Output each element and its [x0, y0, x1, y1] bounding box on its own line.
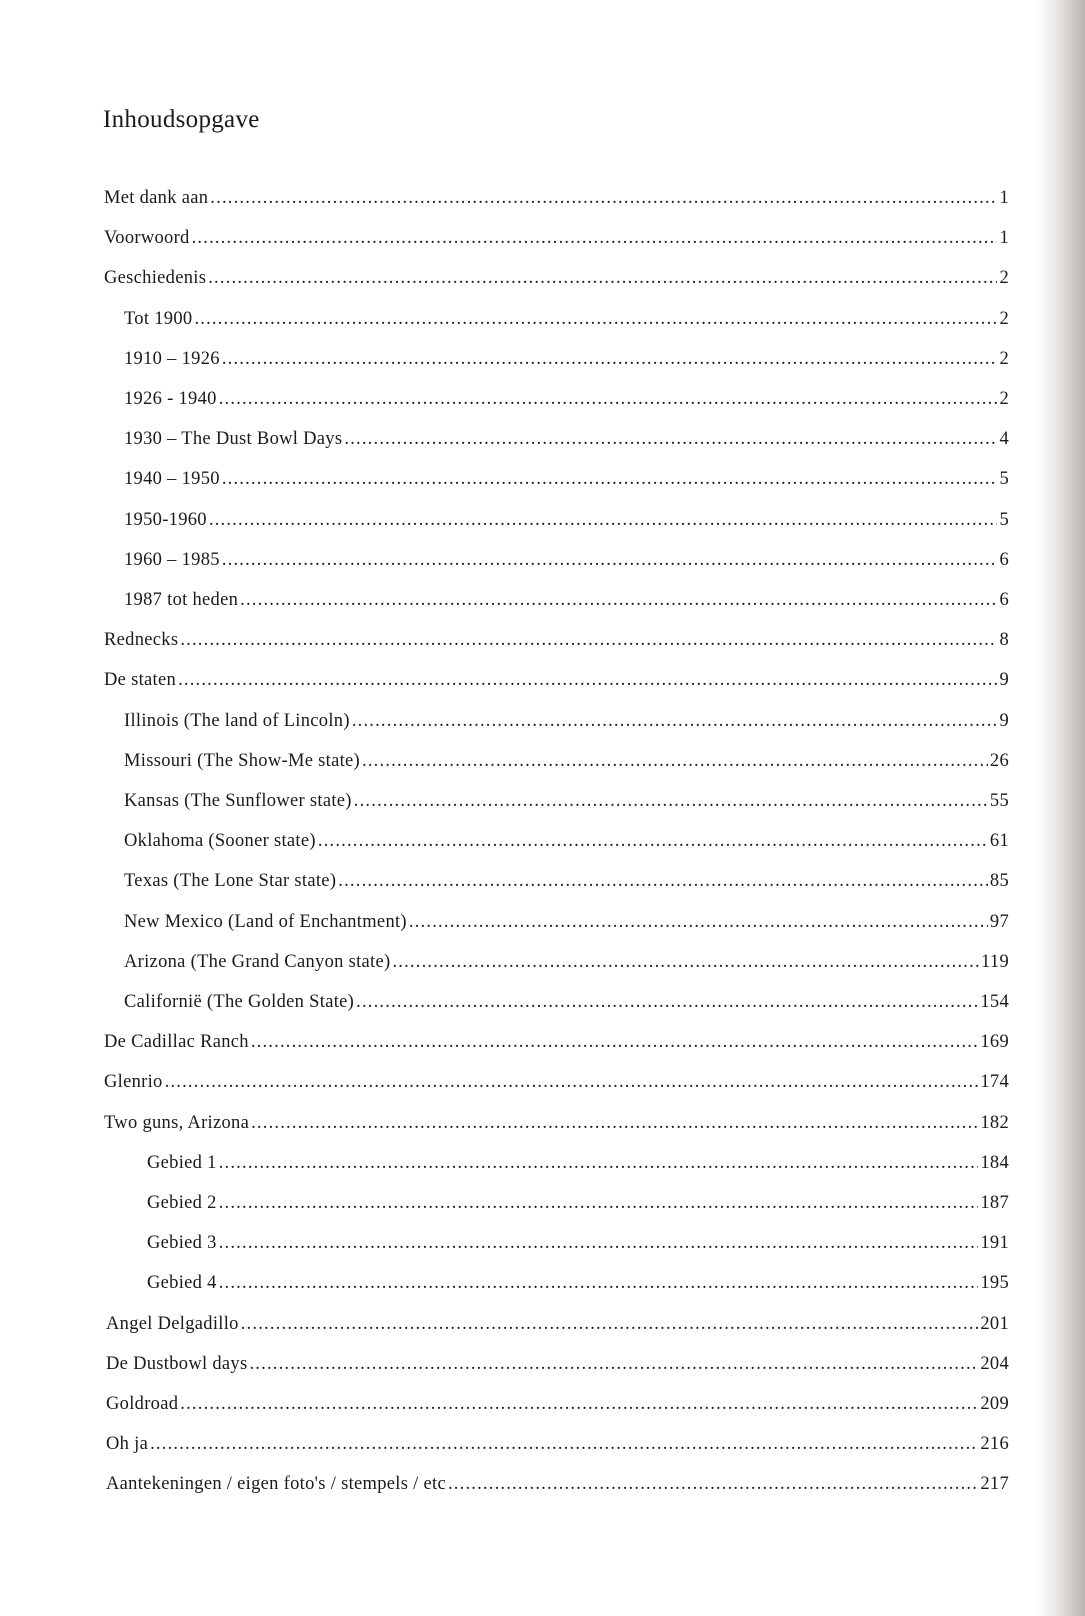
toc-entry[interactable]: [106, 1474, 1009, 1514]
toc-entry-label: Oklahoma (Sooner state): [124, 831, 316, 852]
toc-entry[interactable]: [124, 871, 1009, 911]
dot-leader: [208, 268, 997, 289]
toc-entry-label: Aantekeningen / eigen foto's / stempels / etc: [106, 1474, 446, 1495]
toc-entry-page: 6: [999, 590, 1009, 610]
toc-entry-page: 5: [999, 509, 1009, 530]
toc-entry[interactable]: [124, 590, 1009, 630]
toc-entry[interactable]: [124, 469, 1009, 509]
toc-entry[interactable]: [124, 550, 1009, 590]
toc-entry[interactable]: [106, 1314, 1009, 1354]
dot-leader: [362, 751, 988, 772]
dot-leader: [352, 711, 998, 732]
toc-entry-label: 1910 – 1926: [124, 348, 220, 369]
toc-entry-page: 195: [980, 1273, 1009, 1294]
dot-leader: [194, 309, 997, 330]
toc-entry-page: 9: [999, 670, 1009, 691]
toc-entry[interactable]: [104, 228, 1009, 268]
toc-entry-label: Gebied 2: [147, 1193, 217, 1213]
toc-entry-label: Voorwoord: [104, 228, 190, 249]
toc-entry[interactable]: [104, 1072, 1009, 1112]
page-title: Inhoudsopgave: [103, 106, 260, 133]
toc-entry-label: Goldroad: [106, 1394, 179, 1414]
toc-entry-page: 169: [980, 1032, 1009, 1053]
toc-entry-label: Oh ja: [106, 1434, 149, 1455]
toc-entry-label: Two guns, Arizona: [104, 1112, 250, 1133]
toc-entry-page: 85: [989, 871, 1009, 892]
toc-entry-page: 97: [989, 911, 1009, 932]
toc-entry-page: 184: [980, 1152, 1009, 1173]
toc-entry-label: Gebied 3: [147, 1233, 217, 1254]
dot-leader: [165, 1072, 979, 1093]
dot-leader: [192, 228, 998, 249]
toc-entry[interactable]: [104, 268, 1009, 308]
toc-entry-label: Met dank aan: [104, 188, 209, 208]
dot-leader: [241, 1314, 979, 1335]
toc-entry-page: 8: [999, 630, 1009, 651]
dot-leader: [448, 1474, 978, 1495]
toc-entry[interactable]: [124, 711, 1009, 751]
toc-entry-label: Kansas (The Sunflower state): [124, 791, 352, 811]
toc-entry[interactable]: [147, 1153, 1009, 1193]
toc-entry-page: 119: [981, 951, 1009, 972]
toc-entry[interactable]: [104, 670, 1009, 710]
toc-entry-label: 1987 tot heden: [124, 590, 239, 610]
toc-entry[interactable]: [104, 1113, 1009, 1153]
toc-entry-page: 61: [989, 831, 1009, 852]
toc-entry-label: Gebied 1: [147, 1152, 217, 1173]
toc-entry-label: Geschiedenis: [104, 268, 207, 289]
toc-entry-page: 1: [999, 188, 1009, 208]
toc-entry[interactable]: [124, 510, 1009, 550]
toc-entry-label: Angel Delgadillo: [106, 1313, 239, 1334]
toc-entry-label: De staten: [104, 670, 177, 691]
toc-entry[interactable]: [147, 1193, 1009, 1233]
page-edge-shadow: [1037, 0, 1085, 1616]
toc-entry-page: 204: [980, 1353, 1009, 1374]
dot-leader: [150, 1434, 978, 1455]
toc-entry-label: New Mexico (Land of Enchantment): [124, 911, 407, 932]
dot-leader: [249, 1354, 978, 1375]
dot-leader: [219, 1273, 979, 1294]
dot-leader: [344, 429, 997, 450]
toc-entry-label: 1930 – The Dust Bowl Days: [124, 429, 343, 450]
dot-leader: [409, 912, 988, 933]
toc-entry-page: 55: [989, 791, 1009, 811]
toc-entry[interactable]: [124, 952, 1009, 992]
dot-leader: [338, 871, 988, 892]
toc-entry-page: 4: [999, 429, 1009, 450]
toc-entry-label: 1926 - 1940: [124, 389, 217, 409]
toc-entry[interactable]: [124, 389, 1009, 429]
toc-entry-label: Rednecks: [104, 630, 179, 651]
toc-entry-page: 26: [989, 750, 1009, 771]
toc-entry-page: 209: [980, 1394, 1009, 1414]
dot-leader: [318, 831, 988, 852]
dot-leader: [210, 188, 997, 209]
toc-entry[interactable]: [104, 188, 1009, 228]
dot-leader: [219, 1193, 979, 1214]
toc-entry-page: 191: [980, 1233, 1009, 1254]
toc-entry[interactable]: [104, 630, 1009, 670]
toc-entry[interactable]: [124, 751, 1009, 791]
toc-entry-label: De Cadillac Ranch: [104, 1032, 249, 1053]
toc-entry-page: 2: [999, 268, 1009, 289]
toc-entry-label: Missouri (The Show-Me state): [124, 750, 361, 771]
toc-entry[interactable]: [124, 791, 1009, 831]
toc-entry-page: 187: [980, 1193, 1009, 1213]
dot-leader: [251, 1032, 979, 1053]
dot-leader: [178, 670, 997, 691]
toc-entry[interactable]: [124, 429, 1009, 469]
toc-entry-page: 201: [980, 1313, 1009, 1334]
toc-entry[interactable]: [104, 1032, 1009, 1072]
dot-leader: [180, 1394, 978, 1415]
dot-leader: [251, 1113, 978, 1134]
toc-entry-page: 2: [999, 389, 1009, 409]
dot-leader: [219, 389, 998, 410]
toc-entry-page: 154: [980, 992, 1009, 1012]
toc-entry-label: 1960 – 1985: [124, 549, 220, 570]
toc-entry[interactable]: [106, 1394, 1009, 1434]
dot-leader: [222, 469, 998, 490]
dot-leader: [392, 952, 979, 973]
toc-entry-label: 1950-1960: [124, 509, 207, 530]
toc-entry[interactable]: [124, 309, 1009, 349]
toc-entry-page: 6: [999, 549, 1009, 570]
dot-leader: [180, 630, 997, 651]
dot-leader: [356, 992, 978, 1013]
toc-entry[interactable]: [147, 1233, 1009, 1273]
toc-entry[interactable]: [106, 1434, 1009, 1474]
dot-leader: [222, 550, 998, 571]
toc-entry-page: 182: [980, 1112, 1009, 1133]
toc-entry-label: Texas (The Lone Star state): [124, 871, 337, 892]
toc-entry-label: De Dustbowl days: [106, 1353, 248, 1374]
toc-entry-page: 2: [999, 348, 1009, 369]
toc-entry-page: 5: [999, 469, 1009, 490]
toc-entry-label: Glenrio: [104, 1072, 163, 1093]
toc-entry-label: Arizona (The Grand Canyon state): [124, 951, 391, 972]
dot-leader: [240, 590, 997, 611]
dot-leader: [219, 1153, 979, 1174]
toc-entry-page: 174: [980, 1072, 1009, 1093]
toc-entry[interactable]: [147, 1273, 1009, 1313]
toc-entry-label: Californië (The Golden State): [124, 992, 355, 1012]
toc-entry-label: Gebied 4: [147, 1273, 217, 1294]
toc-entry-label: 1940 – 1950: [124, 469, 220, 490]
dot-leader: [222, 349, 998, 370]
toc-entry[interactable]: [124, 912, 1009, 952]
toc-entry-label: Tot 1900: [124, 308, 193, 329]
toc-entry[interactable]: [106, 1354, 1009, 1394]
toc-entry-label: Illinois (The land of Lincoln): [124, 710, 350, 731]
dot-leader: [209, 510, 998, 531]
toc-entry[interactable]: [124, 831, 1009, 871]
toc-entry-page: 217: [980, 1474, 1009, 1495]
toc-entry-page: 216: [980, 1434, 1009, 1455]
dot-leader: [219, 1233, 979, 1254]
toc-entry[interactable]: [124, 992, 1009, 1032]
toc-entry[interactable]: [124, 349, 1009, 389]
toc-entry-page: 9: [999, 710, 1009, 731]
toc-entry-page: 1: [999, 228, 1009, 249]
dot-leader: [354, 791, 988, 812]
toc-entry-page: 2: [999, 308, 1009, 329]
